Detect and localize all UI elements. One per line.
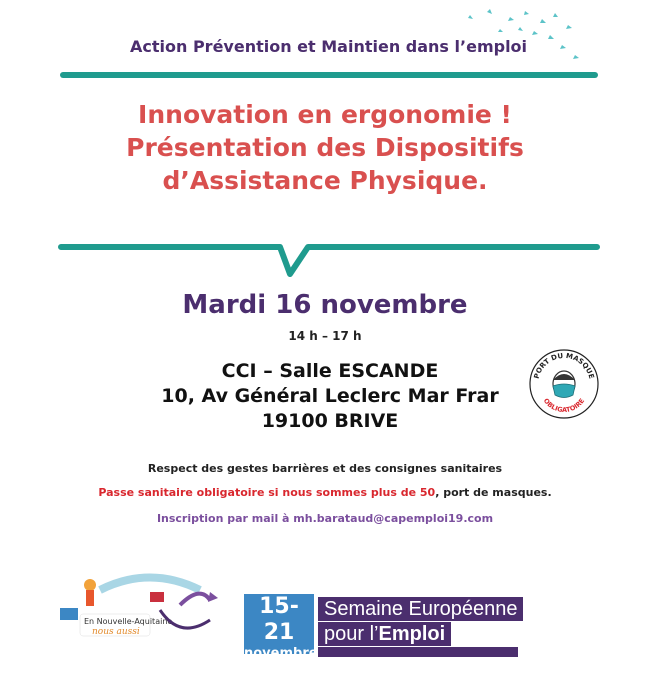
venue-name: CCI – Salle ESCANDE: [221, 360, 439, 382]
week-dates-badge: [244, 594, 318, 677]
banner-line-1: Semaine Européenne: [318, 597, 523, 621]
title-line-2: Présentation des Dispositifs: [126, 133, 524, 162]
nouvelle-aquitaine-logo: [60, 570, 230, 650]
speech-bubble-divider: [58, 240, 600, 280]
registration-note: Inscription par mail à mh.barataud@capemploi19.com: [156, 512, 494, 525]
badge-bottom-text: OBLIGATOIRE: [541, 396, 587, 415]
banner-line-2-prefix: pour l’: [324, 623, 379, 645]
logo-text-line-1: En Nouvelle-Aquitaine: [84, 617, 173, 626]
logo-text-line-2: nous aussi: [92, 627, 140, 637]
week-year: 2021: [260, 662, 298, 677]
banner-line-2: [318, 622, 451, 646]
sparkle-decoration: [450, 5, 590, 65]
health-pass-note: [0, 486, 650, 499]
banner-line-2-bold: Emploi: [378, 623, 446, 645]
venue-city: 19100 BRIVE: [261, 410, 399, 432]
sanitary-rules: Respect des gestes barrières et des consignes sanitaires: [147, 462, 503, 475]
venue-address: 10, Av Général Leclerc Mar Frar: [161, 385, 499, 407]
mask-badge-icon: [528, 348, 600, 420]
event-time: 14 h – 17 h: [288, 329, 362, 343]
event-date: Mardi 16 novembre: [182, 290, 468, 320]
mask-note: , port de masques.: [435, 486, 552, 499]
health-pass-required: Passe sanitaire obligatoire si nous sommes plus de 50: [98, 486, 436, 499]
title-line-1: Innovation en ergonomie !: [138, 100, 512, 129]
week-month: novembre: [244, 646, 318, 661]
week-days: 15-21: [259, 594, 299, 645]
banner-line-3: [318, 647, 518, 657]
top-divider: [60, 72, 598, 78]
title-line-3: d’Assistance Physique.: [162, 166, 488, 195]
event-title: [0, 98, 650, 197]
program-subtitle: Action Prévention et Maintien dans l’emploi: [130, 37, 528, 56]
badge-top-text: PORT DU MASQUE: [532, 351, 596, 380]
